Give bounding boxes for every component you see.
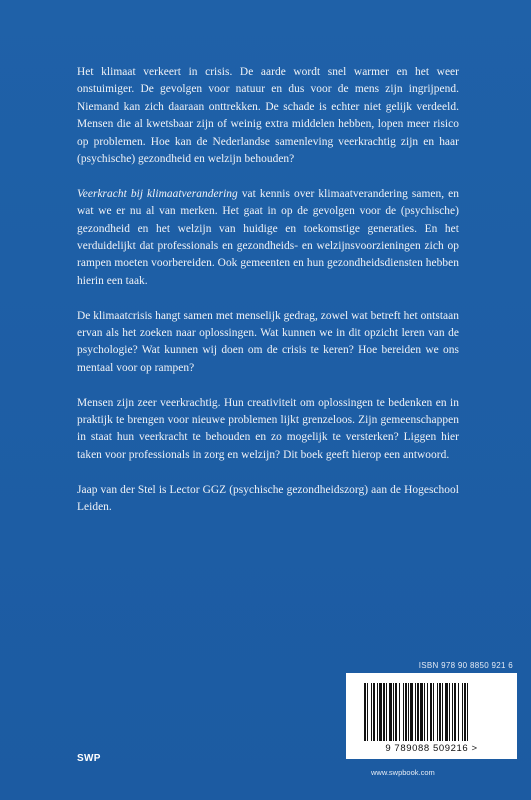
book-title-italic: Veerkracht bij klimaatverandering — [77, 187, 238, 200]
barcode-bar — [433, 683, 434, 741]
paragraph-author-bio: Jaap van der Stel is Lector GGZ (psychische gezondheidszorg) aan de Hogeschool Leiden. — [77, 483, 459, 514]
barcode-bar — [410, 683, 413, 741]
barcode-bar — [458, 683, 459, 741]
barcode-bar — [420, 683, 423, 741]
barcode-bar — [405, 683, 407, 741]
barcode-icon — [346, 673, 517, 743]
barcode-bar — [439, 683, 441, 741]
barcode-bar — [417, 683, 419, 741]
barcode-bar — [379, 683, 382, 741]
barcode-bar — [467, 683, 468, 741]
barcode-bar — [424, 683, 425, 741]
paragraph-book-summary-text: vat kennis over klimaatverandering samen, en wat we er nu al van merken. Het gaat in op de gevolgen voor de (psychische) gezondheid en het welzijn van huidige en toekomstige generaties. En het verduidelijkt dat professionals en gezondheids- en welzijnsvoorzieningen zich op rampen moeten voorbereiden. Ook gemeenten en hun gezondheidsdiensten hebben hierin een taak. — [77, 187, 459, 287]
publisher-logo: SWP — [77, 753, 101, 764]
barcode-bar — [371, 683, 372, 741]
barcode-bar — [415, 683, 416, 741]
barcode-bar — [462, 683, 463, 741]
barcode-bar — [445, 683, 448, 741]
barcode-bar — [449, 683, 450, 741]
barcode-bar — [454, 683, 456, 741]
blurb-text — [77, 64, 459, 534]
barcode-bar — [367, 683, 368, 741]
barcode-bar — [395, 683, 397, 741]
paragraph-resilience: Mensen zijn zeer veerkrachtig. Hun creativiteit om oplossingen te bedenken en in praktijk te brengen voor nieuwe problemen lijkt grenzeloos. Zijn gemeenschappen in staat hun veerkracht te behouden en zo mogelijk te versterken? Liggen hier taken voor professionals in zorg en welzijn? Dit boek geeft hierop een antwoord. — [77, 396, 459, 461]
barcode-bar — [389, 683, 392, 741]
paragraph-intro: Het klimaat verkeert in crisis. De aarde wordt snel warmer en het weer onstuimiger. De gevolgen voor natuur en dus voor de mens zijn ingrijpend. Niemand kan zich daaraan onttrekken. De schade is echter niet gelijk verdeeld. Mensen die al kwetsbaar zijn of weinig extra middelen hebben, lopen meer risico op problemen. Hoe kan de Nederlandse samenleving veerkrachtig zijn en haar (psychische) gezondheid en welzijn behouden? — [77, 66, 459, 166]
barcode-bar — [437, 683, 438, 741]
paragraph-behaviour: De klimaatcrisis hangt samen met menselijk gedrag, zowel wat betreft het ontstaan ervan als het zoeken naar oplossingen. Wat kunnen we in dit opzicht leren van de psychologie? Wat kunnen wij doen om de crisis te keren? Hoe bereiden we ons mentaal voor op rampen? — [77, 309, 459, 374]
barcode — [346, 673, 517, 759]
barcode-bar — [403, 683, 404, 741]
isbn-label: ISBN 978 90 8850 921 6 — [418, 661, 513, 670]
publisher-website: www.swpbook.com — [371, 768, 435, 777]
barcode-bar — [399, 683, 400, 741]
paragraph-book-summary — [77, 186, 459, 290]
barcode-bar — [442, 683, 443, 741]
barcode-bar — [373, 683, 375, 741]
barcode-bar — [393, 683, 394, 741]
barcode-bar — [452, 683, 453, 741]
barcode-bar — [383, 683, 385, 741]
barcode-bar — [377, 683, 378, 741]
barcode-bar — [427, 683, 428, 741]
barcode-bar — [408, 683, 409, 741]
barcode-bar — [464, 683, 466, 741]
barcode-bar — [386, 683, 387, 741]
barcode-digits: 9 789088 509216 > — [385, 743, 478, 754]
barcode-bar — [430, 683, 432, 741]
barcode-bar — [364, 683, 366, 741]
